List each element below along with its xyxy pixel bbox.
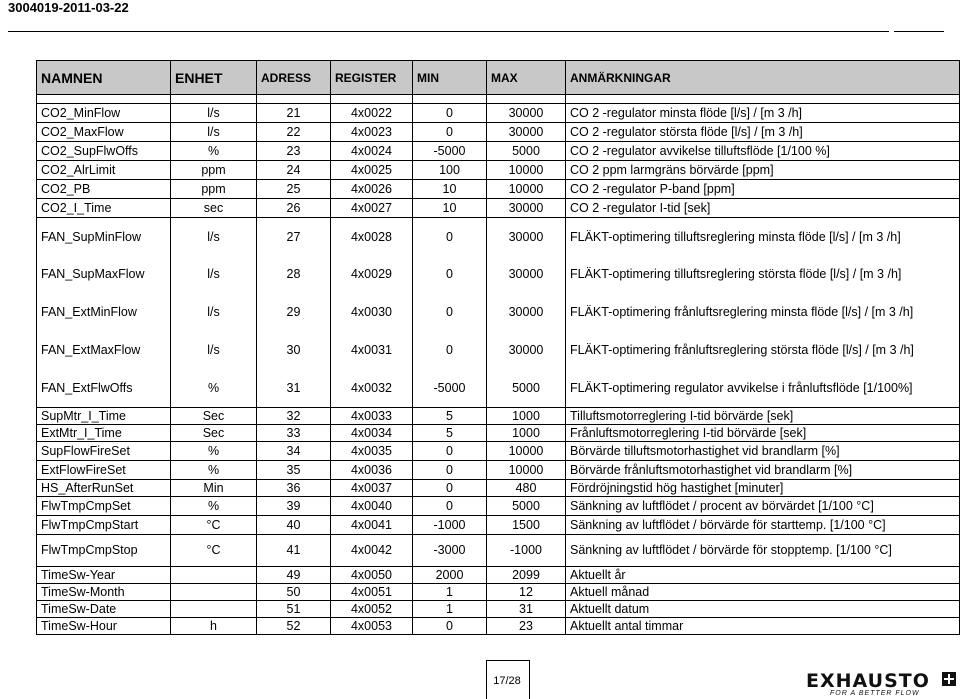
- cell-min: -5000: [413, 370, 487, 408]
- cell-address: 28: [257, 256, 331, 294]
- cell-unit: Sec: [171, 408, 257, 425]
- cell-unit: Sec: [171, 425, 257, 442]
- cell-register: 4x0022: [331, 104, 413, 123]
- col-header-min: MIN: [413, 61, 487, 95]
- cell-address: 34: [257, 442, 331, 461]
- cell-name: ExtMtr_I_Time: [37, 425, 171, 442]
- table-row: [37, 601, 960, 618]
- cell-name: CO2_AlrLimit: [37, 161, 171, 180]
- cell-max: 23: [487, 618, 566, 635]
- cell-min: 0: [413, 618, 487, 635]
- logo-mark-icon: [942, 672, 956, 686]
- cell-register: 4x0034: [331, 425, 413, 442]
- cell-unit: h: [171, 618, 257, 635]
- cell-remark: Aktuellt datum: [566, 601, 960, 618]
- cell-remark: Börvärde tilluftsmotorhastighet vid brandlarm [%]: [566, 442, 960, 461]
- table-row: [37, 567, 960, 584]
- cell-remark: FLÄKT-optimering tilluftsreglering minsta flöde [l/s] / [m 3 /h]: [566, 218, 960, 256]
- cell-min: 5: [413, 425, 487, 442]
- cell-remark: Frånluftsmotorreglering I-tid börvärde [sek]: [566, 425, 960, 442]
- cell-max: 10000: [487, 442, 566, 461]
- row-group: [37, 218, 960, 408]
- table-row: [37, 180, 960, 199]
- table-row: [37, 461, 960, 480]
- table-header-row: [37, 61, 960, 95]
- cell-name: HS_AfterRunSet: [37, 480, 171, 497]
- cell-address: 22: [257, 123, 331, 142]
- col-header-adress: ADRESS: [257, 61, 331, 95]
- cell-address: 50: [257, 584, 331, 601]
- cell-min: 10: [413, 199, 487, 218]
- cell-max: 10000: [487, 180, 566, 199]
- cell-unit: [171, 567, 257, 584]
- cell-min: 10: [413, 180, 487, 199]
- cell-min: 2000: [413, 567, 487, 584]
- spacer-cell: [487, 95, 566, 104]
- table-row: [37, 104, 960, 123]
- cell-address: 27: [257, 218, 331, 256]
- col-header-register: REGISTER: [331, 61, 413, 95]
- cell-unit: °C: [171, 516, 257, 535]
- spacer-cell: [566, 95, 960, 104]
- cell-max: 2099: [487, 567, 566, 584]
- cell-name: TimeSw-Hour: [37, 618, 171, 635]
- cell-address: 26: [257, 199, 331, 218]
- cell-max: 480: [487, 480, 566, 497]
- cell-remark: CO 2 -regulator största flöde [l/s] / [m 3 /h]: [566, 123, 960, 142]
- cell-name: FlwTmpCmpStop: [37, 535, 171, 567]
- cell-min: 100: [413, 161, 487, 180]
- cell-name: FAN_SupMaxFlow: [37, 256, 171, 294]
- cell-remark: Aktuell månad: [566, 584, 960, 601]
- cell-max: 30000: [487, 199, 566, 218]
- spacer-cell: [413, 95, 487, 104]
- cell-unit: [171, 584, 257, 601]
- cell-min: 5: [413, 408, 487, 425]
- cell-name: ExtFlowFireSet: [37, 461, 171, 480]
- cell-address: 25: [257, 180, 331, 199]
- cell-address: 30: [257, 332, 331, 370]
- cell-address: 39: [257, 497, 331, 516]
- cell-remark: Tilluftsmotorreglering I-tid börvärde [sek]: [566, 408, 960, 425]
- spacer-cell: [37, 95, 171, 104]
- cell-unit: ppm: [171, 161, 257, 180]
- table-row: [37, 618, 960, 635]
- cell-unit: °C: [171, 535, 257, 567]
- cell-min: 0: [413, 461, 487, 480]
- cell-unit: ppm: [171, 180, 257, 199]
- cell-max: 12: [487, 584, 566, 601]
- col-header-anmarkningar: ANMÄRKNINGAR: [566, 61, 960, 95]
- cell-address: 35: [257, 461, 331, 480]
- cell-register: 4x0024: [331, 142, 413, 161]
- cell-max: 30000: [487, 332, 566, 370]
- cell-name: SupMtr_I_Time: [37, 408, 171, 425]
- cell-register: 4x0042: [331, 535, 413, 567]
- cell-name: FAN_ExtFlwOffs: [37, 370, 171, 408]
- cell-address: 52: [257, 618, 331, 635]
- cell-address: 24: [257, 161, 331, 180]
- cell-max: 30000: [487, 123, 566, 142]
- col-header-max: MAX: [487, 61, 566, 95]
- cell-register: 4x0031: [331, 332, 413, 370]
- cell-register: 4x0032: [331, 370, 413, 408]
- cell-register: 4x0027: [331, 199, 413, 218]
- cell-unit: %: [171, 442, 257, 461]
- cell-name: FAN_ExtMinFlow: [37, 294, 171, 332]
- cell-register: 4x0025: [331, 161, 413, 180]
- cell-min: 1: [413, 584, 487, 601]
- cell-name: CO2_MinFlow: [37, 104, 171, 123]
- spacer-cell: [331, 95, 413, 104]
- row-group: [37, 408, 960, 567]
- cell-name: CO2_I_Time: [37, 199, 171, 218]
- cell-max: 10000: [487, 461, 566, 480]
- cell-min: -3000: [413, 535, 487, 567]
- cell-max: 30000: [487, 294, 566, 332]
- cell-min: -5000: [413, 142, 487, 161]
- cell-remark: CO 2 -regulator I-tid [sek]: [566, 199, 960, 218]
- table-row: [37, 370, 960, 408]
- cell-name: FlwTmpCmpSet: [37, 497, 171, 516]
- cell-name: TimeSw-Date: [37, 601, 171, 618]
- cell-register: 4x0023: [331, 123, 413, 142]
- cell-register: 4x0053: [331, 618, 413, 635]
- cell-unit: l/s: [171, 123, 257, 142]
- cell-unit: l/s: [171, 104, 257, 123]
- table-row: [37, 425, 960, 442]
- cell-register: 4x0036: [331, 461, 413, 480]
- cell-register: 4x0029: [331, 256, 413, 294]
- cell-address: 49: [257, 567, 331, 584]
- cell-min: 0: [413, 294, 487, 332]
- cell-min: 0: [413, 480, 487, 497]
- cell-register: 4x0041: [331, 516, 413, 535]
- register-table: [36, 60, 960, 635]
- spacer-cell: [171, 95, 257, 104]
- cell-remark: Sänkning av luftflödet / börvärde för stopptemp. [1/100 °C]: [566, 535, 960, 567]
- cell-name: CO2_SupFlwOffs: [37, 142, 171, 161]
- document-id: 3004019-2011-03-22: [8, 0, 129, 15]
- table-row: [37, 480, 960, 497]
- cell-unit: l/s: [171, 256, 257, 294]
- cell-register: 4x0052: [331, 601, 413, 618]
- cell-register: 4x0028: [331, 218, 413, 256]
- cell-max: 30000: [487, 218, 566, 256]
- cell-remark: FLÄKT-optimering regulator avvikelse i frånluftsflöde [1/100%]: [566, 370, 960, 408]
- cell-address: 51: [257, 601, 331, 618]
- cell-register: 4x0050: [331, 567, 413, 584]
- cell-remark: Aktuellt antal timmar: [566, 618, 960, 635]
- cell-address: 36: [257, 480, 331, 497]
- table-row: [37, 218, 960, 256]
- cell-min: 0: [413, 218, 487, 256]
- cell-min: 0: [413, 497, 487, 516]
- cell-name: FAN_SupMinFlow: [37, 218, 171, 256]
- cell-register: 4x0051: [331, 584, 413, 601]
- header-rule-short: [894, 31, 944, 32]
- row-group: [37, 104, 960, 218]
- cell-unit: Min: [171, 480, 257, 497]
- cell-max: -1000: [487, 535, 566, 567]
- cell-max: 5000: [487, 497, 566, 516]
- cell-max: 30000: [487, 104, 566, 123]
- cell-min: 1: [413, 601, 487, 618]
- cell-name: TimeSw-Year: [37, 567, 171, 584]
- table-row: [37, 516, 960, 535]
- cell-register: 4x0033: [331, 408, 413, 425]
- cell-name: CO2_PB: [37, 180, 171, 199]
- cell-remark: Sänkning av luftflödet / börvärde för starttemp. [1/100 °C]: [566, 516, 960, 535]
- col-header-namnen: NAMNEN: [37, 61, 171, 95]
- table-row: [37, 408, 960, 425]
- cell-name: CO2_MaxFlow: [37, 123, 171, 142]
- cell-unit: %: [171, 461, 257, 480]
- cell-max: 5000: [487, 370, 566, 408]
- table-row: [37, 142, 960, 161]
- header-rule: [8, 31, 889, 32]
- cell-min: 0: [413, 256, 487, 294]
- cell-name: FAN_ExtMaxFlow: [37, 332, 171, 370]
- cell-unit: %: [171, 497, 257, 516]
- cell-remark: CO 2 ppm larmgräns börvärde [ppm]: [566, 161, 960, 180]
- table-row: [37, 123, 960, 142]
- table-row: [37, 332, 960, 370]
- cell-register: 4x0040: [331, 497, 413, 516]
- cell-min: 0: [413, 442, 487, 461]
- page-number: 17/28: [493, 675, 521, 687]
- table-row: [37, 256, 960, 294]
- cell-remark: Aktuellt år: [566, 567, 960, 584]
- cell-address: 21: [257, 104, 331, 123]
- cell-min: 0: [413, 104, 487, 123]
- cell-address: 32: [257, 408, 331, 425]
- cell-address: 40: [257, 516, 331, 535]
- spacer-group: [37, 95, 960, 104]
- cell-unit: %: [171, 370, 257, 408]
- table-row: [37, 294, 960, 332]
- cell-unit: %: [171, 142, 257, 161]
- cell-name: SupFlowFireSet: [37, 442, 171, 461]
- cell-register: 4x0035: [331, 442, 413, 461]
- cell-address: 41: [257, 535, 331, 567]
- table-row: [37, 584, 960, 601]
- cell-max: 1000: [487, 425, 566, 442]
- cell-register: 4x0030: [331, 294, 413, 332]
- cell-remark: Sänkning av luftflödet / procent av börvärdet [1/100 °C]: [566, 497, 960, 516]
- cell-max: 1000: [487, 408, 566, 425]
- table-row: [37, 442, 960, 461]
- cell-name: FlwTmpCmpStart: [37, 516, 171, 535]
- table-row: [37, 535, 960, 567]
- spacer-row: [37, 95, 960, 104]
- cell-max: 5000: [487, 142, 566, 161]
- cell-remark: Fördröjningstid hög hastighet [minuter]: [566, 480, 960, 497]
- cell-unit: l/s: [171, 294, 257, 332]
- table-row: [37, 161, 960, 180]
- col-header-enhet: ENHET: [171, 61, 257, 95]
- cell-remark: FLÄKT-optimering frånluftsreglering minsta flöde [l/s] / [m 3 /h]: [566, 294, 960, 332]
- cell-address: 33: [257, 425, 331, 442]
- table-row: [37, 497, 960, 516]
- cell-remark: FLÄKT-optimering tilluftsreglering största flöde [l/s] / [m 3 /h]: [566, 256, 960, 294]
- cell-max: 30000: [487, 256, 566, 294]
- cell-min: 0: [413, 332, 487, 370]
- cell-name: TimeSw-Month: [37, 584, 171, 601]
- logo-tagline: FOR A BETTER FLOW: [830, 690, 920, 697]
- cell-max: 1500: [487, 516, 566, 535]
- cell-register: 4x0037: [331, 480, 413, 497]
- cell-max: 31: [487, 601, 566, 618]
- cell-remark: CO 2 -regulator minsta flöde [l/s] / [m 3 /h]: [566, 104, 960, 123]
- cell-unit: sec: [171, 199, 257, 218]
- cell-max: 10000: [487, 161, 566, 180]
- spacer-cell: [257, 95, 331, 104]
- cell-register: 4x0026: [331, 180, 413, 199]
- cell-unit: l/s: [171, 218, 257, 256]
- cell-unit: l/s: [171, 332, 257, 370]
- logo-wordmark: EXHAUSTO: [806, 670, 930, 692]
- exhausto-logo: [806, 668, 956, 698]
- cell-address: 29: [257, 294, 331, 332]
- row-group: [37, 567, 960, 635]
- cell-remark: Börvärde frånluftsmotorhastighet vid brandlarm [%]: [566, 461, 960, 480]
- cell-address: 31: [257, 370, 331, 408]
- cell-remark: CO 2 -regulator avvikelse tilluftsflöde [1/100 %]: [566, 142, 960, 161]
- cell-remark: FLÄKT-optimering frånluftsreglering största flöde [l/s] / [m 3 /h]: [566, 332, 960, 370]
- cell-min: 0: [413, 123, 487, 142]
- cell-address: 23: [257, 142, 331, 161]
- cell-unit: [171, 601, 257, 618]
- table-row: [37, 199, 960, 218]
- cell-remark: CO 2 -regulator P-band [ppm]: [566, 180, 960, 199]
- cell-min: -1000: [413, 516, 487, 535]
